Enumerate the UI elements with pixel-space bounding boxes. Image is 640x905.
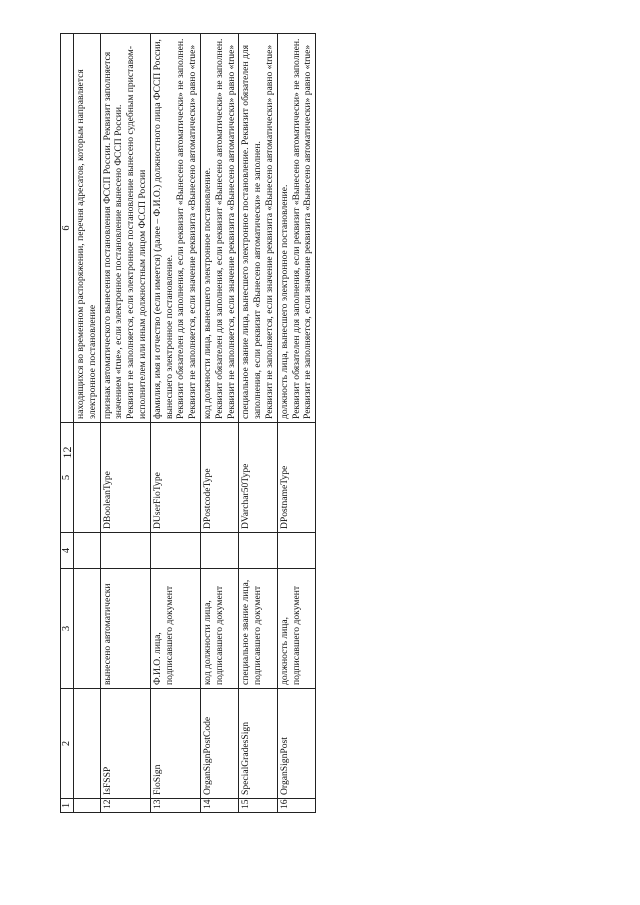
requisite-details-paragraph: должность лица, вынесшего электронное постановление. bbox=[278, 184, 290, 419]
requisite-details bbox=[200, 34, 238, 423]
requisite-name bbox=[74, 689, 101, 799]
requisite-details-paragraph: Реквизит не заполняется, если значение реквизита «Вынесено автоматически» равно «true» bbox=[187, 44, 199, 419]
header-cell: 6 bbox=[61, 34, 74, 423]
requisite-details-paragraph: код должности лица, вынесшего электронное постановление. bbox=[201, 167, 213, 419]
requisite-details bbox=[150, 34, 200, 423]
requisite-description: вынесено автоматически bbox=[100, 569, 150, 689]
data-type: DVarchar50Type bbox=[239, 423, 277, 533]
requisite-details-paragraph: Реквизит обязателен для заполнения, если реквизит «Вынесено автоматически» не заполнен. bbox=[175, 38, 187, 419]
row-number: 13 bbox=[150, 799, 200, 813]
column-4 bbox=[200, 533, 238, 569]
data-type: DPostnameType bbox=[277, 423, 315, 533]
requisite-description: специальное звание лица, подписавшего документ bbox=[239, 569, 277, 689]
requisite-name: IsFSSP bbox=[100, 689, 150, 799]
row-number: 16 bbox=[277, 799, 315, 813]
header-cell: 4 bbox=[61, 533, 74, 569]
header-row bbox=[61, 34, 74, 813]
requisite-details-paragraph: Реквизит обязателен для заполнения, если реквизит «Вынесено автоматически» не заполнен. bbox=[290, 38, 302, 419]
requisite-details bbox=[277, 34, 315, 423]
requisite-details-paragraph: фамилия, имя и отчество (если имеется) (далее – Ф.И.О.) должностного лица ФССП России, вынесшего электронное постановление. bbox=[151, 39, 175, 419]
table-row bbox=[74, 34, 101, 813]
data-type: DBooleanType bbox=[100, 423, 150, 533]
row-number: 15 bbox=[239, 799, 277, 813]
column-4 bbox=[100, 533, 150, 569]
requisites-table bbox=[60, 33, 316, 813]
data-type bbox=[74, 423, 101, 533]
requisite-details-paragraph: Реквизит не заполняется, если электронное постановление вынесено судебным приставом-исполнителем или иным должностным лицом ФССП России bbox=[125, 45, 148, 419]
requisite-name: OrganSignPostCode bbox=[200, 689, 238, 799]
requisite-details bbox=[100, 34, 150, 423]
column-4 bbox=[239, 533, 277, 569]
data-type: DPostcodeType bbox=[200, 423, 238, 533]
data-type: DUserFioType bbox=[150, 423, 200, 533]
requisite-details-paragraph: находящихся во временном распоряжении, перечня адресатов, которым направляется электронное постановление bbox=[75, 69, 98, 419]
column-4 bbox=[277, 533, 315, 569]
table-row bbox=[277, 34, 315, 813]
page-number: 12 bbox=[60, 446, 74, 459]
requisite-details bbox=[74, 34, 101, 423]
requisite-description: код должности лица, подписавшего документ bbox=[200, 569, 238, 689]
header-cell: 2 bbox=[61, 689, 74, 799]
requisite-details-paragraph: Реквизит не заполняется, если значение реквизита «Вынесено автоматически» равно «true» bbox=[302, 44, 314, 419]
requisite-name: OrganSignPost bbox=[277, 689, 315, 799]
row-number bbox=[74, 799, 101, 813]
table-row bbox=[200, 34, 238, 813]
requisite-description: Ф.И.О. лица, подписавшего документ bbox=[150, 569, 200, 689]
row-number: 14 bbox=[200, 799, 238, 813]
requisite-details-paragraph: признак автоматического вынесения постановления ФССП России. Реквизит заполняется значением «true», если электронное постановление вынесено ФССП России. bbox=[101, 51, 125, 419]
requisite-name: FioSign bbox=[150, 689, 200, 799]
header-cell: 1 bbox=[61, 799, 74, 813]
header-cell: 5 bbox=[61, 423, 74, 533]
table-row bbox=[150, 34, 200, 813]
requisite-details-paragraph: Реквизит не заполняется, если значение реквизита «Вынесено автоматически» равно «true» bbox=[225, 44, 237, 419]
row-number: 12 bbox=[100, 799, 150, 813]
column-4 bbox=[74, 533, 101, 569]
column-4 bbox=[150, 533, 200, 569]
table-row bbox=[100, 34, 150, 813]
requisite-details-paragraph: Реквизит обязателен для заполнения, если реквизит «Вынесено автоматически» не заполнен. bbox=[213, 38, 225, 419]
requisite-details-paragraph: Реквизит не заполняется, если значение реквизита «Вынесено автоматически» равно «true» bbox=[263, 44, 275, 419]
requisite-details bbox=[239, 34, 277, 423]
requisite-details-paragraph: специальное звание лица, вынесшего электронное постановление. Реквизит обязателен для заполнения, если реквизит «Вынесено автоматически» не заполнен. bbox=[240, 44, 264, 419]
requisite-name: SpecialGradesSign bbox=[239, 689, 277, 799]
table-row bbox=[239, 34, 277, 813]
requisite-description bbox=[74, 569, 101, 689]
header-cell: 3 bbox=[61, 569, 74, 689]
requisite-description: должность лица, подписавшего документ bbox=[277, 569, 315, 689]
